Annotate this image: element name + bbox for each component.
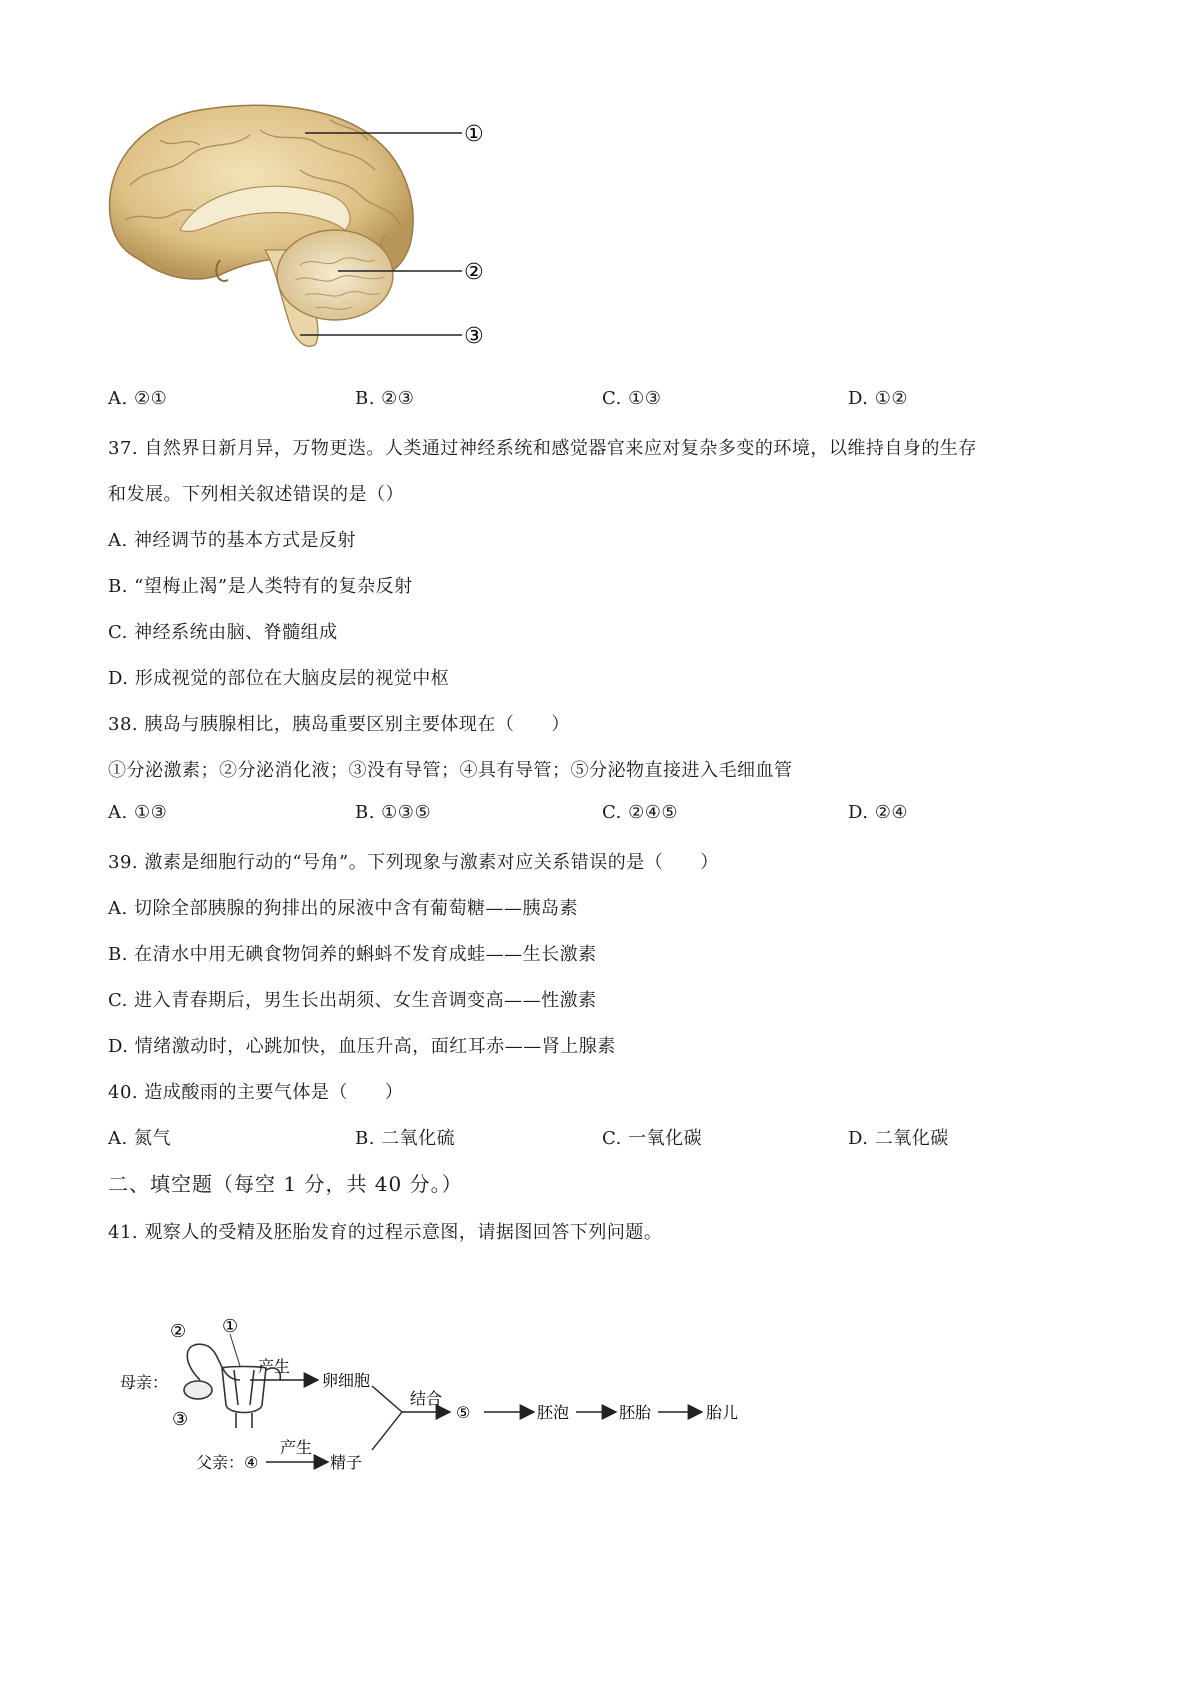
section-title: 二、填空题（每空 1 分，共 40 分。） (108, 1172, 463, 1196)
q36-option-c: C. ①③ (602, 388, 662, 409)
q37-option-d: D. 形成视觉的部位在大脑皮层的视觉中枢 (108, 668, 450, 689)
combine-label: 结合 (410, 1389, 443, 1408)
fertilization-diagram (110, 1300, 810, 1500)
mother-label: 母亲： (120, 1373, 169, 1392)
q38-option-d: D. ②④ (848, 802, 909, 823)
sperm-label: 精子 (330, 1453, 363, 1472)
circle-1: ① (222, 1316, 239, 1337)
fetus-label: 胎儿 (706, 1403, 739, 1422)
produce-top-label: 产生 (258, 1357, 291, 1376)
blastocyst-label: 胚泡 (537, 1403, 570, 1422)
q41-stem: 41. 观察人的受精及胚胎发育的过程示意图，请据图回答下列问题。 (108, 1222, 663, 1243)
egg-label: 卵细胞 (322, 1371, 371, 1390)
q38-option-a: A. ①③ (108, 802, 168, 823)
q39-option-d: D. 情绪激动时，心跳加快，血压升高，面红耳赤——肾上腺素 (108, 1036, 616, 1057)
produce-bottom-label: 产生 (280, 1438, 313, 1457)
q40-option-c: C. 一氧化碳 (602, 1128, 703, 1149)
q38-items: ①分泌激素；②分泌消化液；③没有导管；④具有导管；⑤分泌物直接进入毛细血管 (108, 760, 793, 781)
q40-option-d: D. 二氧化碳 (848, 1128, 949, 1149)
cerebellum-shape (277, 230, 393, 320)
q38-option-c: C. ②④⑤ (602, 802, 678, 823)
q39-option-c: C. 进入青春期后，男生长出胡须、女生音调变高——性激素 (108, 990, 597, 1011)
q37-stem-line1: 37. 自然界日新月异，万物更迭。人类通过神经系统和感觉器官来应对复杂多变的环境，以维持自身的生存 (108, 438, 977, 459)
q40-option-a: A. 氮气 (108, 1128, 171, 1149)
brain-figure (100, 95, 530, 365)
q39-option-b: B. 在清水中用无碘食物饲养的蝌蚪不发育成蛙——生长激素 (108, 944, 597, 965)
q39-stem: 39. 激素是细胞行动的“号角”。下列现象与激素对应关系错误的是（ ） (108, 852, 719, 873)
circle-5: ⑤ (456, 1403, 471, 1422)
q36-option-a: A. ②① (108, 388, 168, 409)
circle-3: ③ (172, 1409, 189, 1430)
q37-option-b: B. “望梅止渴”是人类特有的复杂反射 (108, 576, 413, 597)
q37-option-a: A. 神经调节的基本方式是反射 (108, 530, 356, 551)
q40-option-b: B. 二氧化硫 (355, 1128, 456, 1149)
q40-stem: 40. 造成酸雨的主要气体是（ ） (108, 1082, 404, 1103)
q37-option-c: C. 神经系统由脑、脊髓组成 (108, 622, 338, 643)
brain-label-1: ① (464, 122, 484, 147)
circle-4: ④ (244, 1453, 259, 1472)
father-label: 父亲： (196, 1453, 245, 1472)
q36-option-d: D. ①② (848, 388, 909, 409)
q37-stem-line2: 和发展。下列相关叙述错误的是（） (108, 484, 404, 505)
q38-option-b: B. ①③⑤ (355, 802, 432, 823)
brain-label-2: ② (464, 260, 484, 285)
circle-2: ② (170, 1321, 187, 1342)
embryo-label: 胚胎 (619, 1403, 652, 1422)
q39-option-a: A. 切除全部胰腺的狗排出的尿液中含有葡萄糖——胰岛素 (108, 898, 578, 919)
q36-option-b: B. ②③ (355, 388, 415, 409)
brain-label-3: ③ (464, 324, 484, 349)
q38-stem: 38. 胰岛与胰腺相比，胰岛重要区别主要体现在（ ） (108, 714, 570, 735)
